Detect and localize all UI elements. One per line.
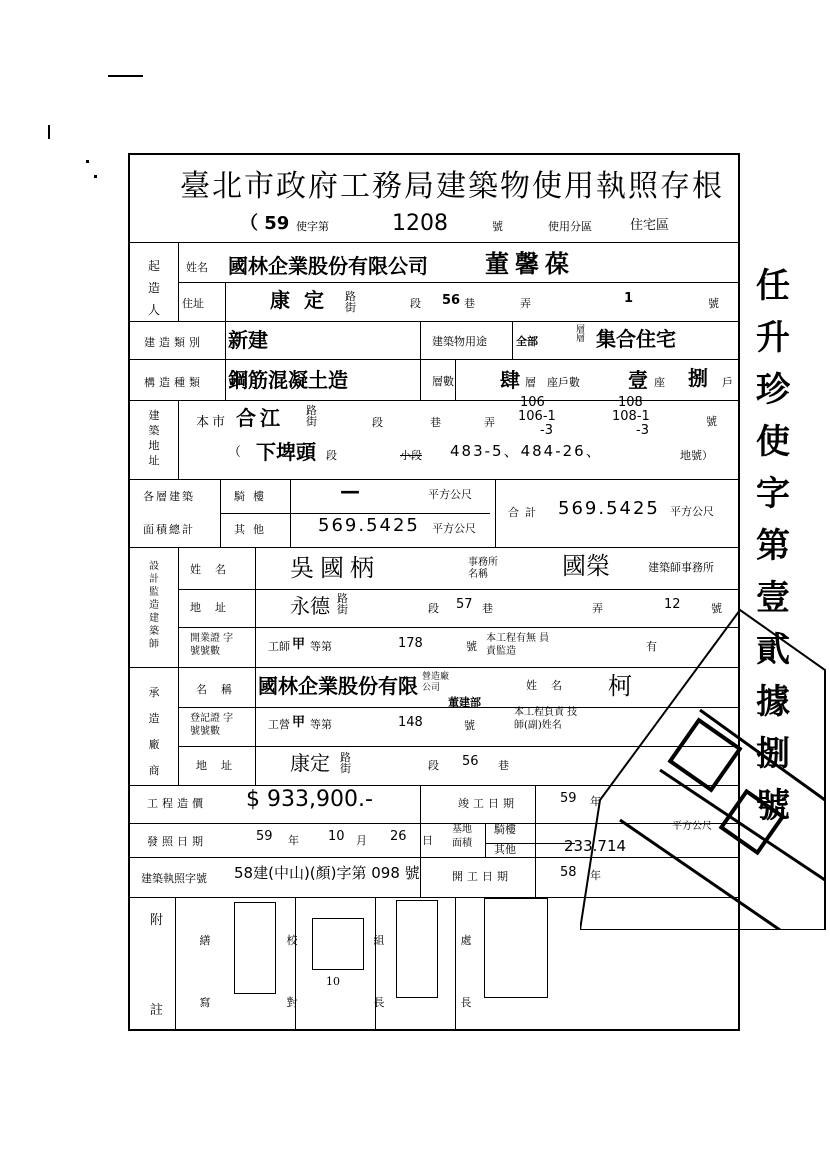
architect-road-label: 路 街 [337, 592, 348, 616]
construction-type-label: 建造類別 [144, 336, 204, 349]
contractor-lane-label: 巷 [498, 759, 509, 772]
permit-year: （ 59 [240, 213, 290, 234]
document-title: 臺北市政府工務局建築物使用執照存根 [180, 169, 724, 204]
architect-license-prefix: 工師 [268, 640, 290, 653]
contractor-section-label: 段 [428, 759, 439, 772]
contractor-side-label: 承 造 廠 商 [148, 686, 160, 777]
units-households-unit: 戶 [722, 376, 733, 389]
owner-lane-label: 巷 [464, 297, 475, 310]
architect-office-suffix: 建築師事務所 [648, 561, 714, 574]
cost-label: 工程造價 [147, 797, 207, 810]
base-arcade-label: 騎樓 [494, 823, 516, 836]
site-lots: 483-5、484-26、 [450, 442, 603, 460]
notes-side-label-1: 附 [150, 913, 164, 928]
signature-stamp [484, 898, 548, 998]
zone-value: 住宅區 [630, 218, 670, 233]
site-num-6: -3 [636, 423, 649, 438]
site-lot-label: 地號） [680, 449, 713, 462]
owner-side-label: 起 造 人 [148, 259, 161, 317]
issue-day-unit: 日 [422, 834, 433, 847]
issue-day: 26 [390, 829, 407, 844]
issue-year-unit: 年 [288, 834, 299, 847]
owner-road-label: 路 街 [345, 290, 356, 314]
signature-stamp [234, 902, 276, 994]
owner-name-value: 國林企業股份有限公司 [228, 254, 428, 278]
architect-num-label: 號 [711, 602, 722, 615]
base-value: 233.714 [564, 837, 627, 855]
area-label-bottom: 面積總計 [143, 523, 195, 536]
site-num-2: 106-1 [518, 409, 556, 424]
structure-value: 鋼筋混凝土造 [228, 368, 348, 392]
issue-date-label: 發照日期 [147, 835, 207, 848]
site-num-3: -3 [540, 423, 553, 438]
zone-label: 使用分區 [548, 220, 592, 233]
site-number-label: 號 [706, 415, 717, 428]
contractor-tech-value: 董建部 [448, 696, 481, 709]
architect-qualified-value: 有 [646, 640, 657, 653]
architect-office-value: 國榮 [562, 552, 610, 580]
contractor-name-value: 國林企業股份有限 [258, 674, 418, 698]
site-paren-open: （ [228, 445, 242, 460]
site-section-name: 下埤頭 [256, 440, 316, 464]
permit-word-label: 使字第 [296, 220, 329, 233]
site-city-label: 本市 [196, 415, 229, 430]
cost-value: $ 933,900.- [246, 787, 373, 812]
architect-license-mid: 等第 [310, 640, 332, 653]
architect-addr-label: 地址 [190, 601, 240, 614]
contractor-reg-label: 登記證 字號號數 [190, 713, 234, 737]
building-use-prefix: 全部 [516, 335, 538, 348]
construction-type-value: 新建 [228, 328, 268, 352]
done-year-unit: 年 [590, 795, 601, 808]
scan-mark [86, 160, 89, 163]
contractor-name-label: 名稱 [196, 683, 246, 696]
building-use-label: 建築物用途 [432, 335, 487, 348]
site-num-1: 106 [520, 395, 545, 410]
contractor-rep-value: 柯 [608, 672, 632, 700]
owner-section-label: 段 [410, 297, 421, 310]
architect-lane-label: 巷 [482, 602, 493, 615]
contractor-addr-label: 地址 [196, 759, 246, 772]
contractor-reg-num: 148 [398, 715, 423, 730]
notes-col-2: 校對 [286, 934, 298, 1009]
architect-alley-label: 弄 [592, 602, 603, 615]
units-unit: 座 [654, 376, 665, 389]
notes-side-label-2: 註 [150, 1003, 164, 1018]
scan-mark [48, 125, 50, 139]
architect-name-value: 吳國柄 [290, 554, 380, 582]
units-households: 捌 [688, 366, 708, 390]
owner-addr-label: 住址 [182, 297, 204, 310]
contractor-reg-prefix: 工營 [268, 718, 290, 731]
architect-license-hao: 號 [466, 640, 477, 653]
architect-license-label: 開業證 字號號數 [190, 633, 234, 657]
site-alley-label: 弄 [484, 416, 495, 429]
architect-license-num: 178 [398, 636, 423, 651]
site-side-label: 建 築 地 址 [148, 409, 160, 467]
owner-name-label: 姓名 [186, 261, 208, 274]
total-value: 569.5425 [558, 498, 660, 519]
site-section-word: 段 [326, 449, 337, 462]
seal-stamp [312, 918, 364, 970]
arcade-unit: 平方公尺 [428, 488, 472, 501]
units-value: 壹 [628, 368, 648, 392]
other-unit: 平方公尺 [432, 522, 476, 535]
structure-label: 構造種類 [144, 376, 204, 389]
issue-year: 59 [256, 829, 273, 844]
done-year: 59 [560, 791, 577, 806]
contractor-lane-value: 56 [462, 754, 479, 769]
site-num-5: 108-1 [612, 409, 650, 424]
owner-alley-label: 弄 [520, 297, 531, 310]
issue-month: 10 [328, 829, 345, 844]
permit-number: 1208 [392, 211, 448, 236]
site-subsection-word: 小段 [400, 449, 422, 462]
start-date-label: 開工日期 [452, 870, 512, 883]
site-road-label: 路 街 [306, 404, 317, 428]
start-year-unit: 年 [590, 869, 601, 882]
margin-text: 任 升 珍 使 字 第 壹 貳 據 捌 號 [756, 266, 790, 826]
building-license-label: 建築執照字號 [141, 872, 207, 885]
site-num-4: 108 [618, 395, 643, 410]
building-use-floor-small: 層 層 [576, 325, 586, 344]
units-label: 座戶數 [547, 376, 580, 389]
site-lane-label: 巷 [430, 416, 441, 429]
contractor-road-label: 路 街 [340, 751, 351, 775]
floors-value: 肆 [500, 368, 520, 392]
owner-rep-value: 董馨葆 [485, 250, 575, 278]
contractor-rep-label: 姓名 [526, 679, 576, 692]
site-road-value: 合江 [236, 406, 284, 430]
permit-hao: 號 [492, 220, 503, 233]
contractor-tech-label: 本工程負責 技師(副)姓名 [514, 707, 578, 731]
signature-stamp [396, 900, 438, 998]
building-use-value: 集合住宅 [596, 327, 676, 351]
owner-lane-value: 56 [442, 293, 461, 308]
contractor-reg-grade: 甲 [292, 715, 306, 730]
building-license-value: 58建(中山)(顏)字第 098 號 [234, 864, 420, 882]
total-unit: 平方公尺 [670, 505, 714, 518]
notes-col-3: 組長 [373, 934, 385, 1009]
architect-section-label: 段 [428, 602, 439, 615]
notes-col-4: 處長 [460, 934, 472, 1009]
architect-license-grade: 甲 [292, 637, 306, 652]
site-section-label: 段 [372, 416, 383, 429]
floors-unit: 層 [525, 376, 536, 389]
architect-lane-value: 57 [456, 597, 473, 612]
scan-mark [94, 175, 97, 178]
contractor-reg-mid: 等第 [310, 718, 332, 731]
arcade-label: 騎樓 [234, 490, 272, 503]
architect-addr-value: 永德 [290, 594, 330, 618]
architect-num-value: 12 [664, 597, 681, 612]
architect-name-label: 姓名 [190, 563, 240, 576]
contractor-reg-hao: 號 [464, 719, 475, 732]
architect-qualified-label: 本工程有無 員責監造 [486, 633, 550, 657]
contractor-name-small: 營造廠 公司 [422, 672, 450, 693]
owner-number-label: 號 [708, 297, 719, 310]
arcade-value: — [340, 479, 360, 503]
owner-addr-district: 康定 [270, 288, 338, 312]
scan-mark [108, 75, 143, 77]
other-label: 其他 [234, 523, 272, 536]
seal-stamp-digit: 10 [326, 975, 340, 988]
floors-label: 層數 [432, 375, 454, 388]
total-label: 合計 [508, 506, 542, 519]
architect-office-label: 事務所 名稱 [468, 557, 498, 580]
other-value: 569.5425 [318, 515, 420, 536]
architect-side-label: 設 計 監 造 建 築 師 [149, 561, 159, 650]
notes-col-1: 繕寫 [199, 934, 211, 1009]
contractor-addr-value: 康定 [290, 751, 330, 775]
base-area-label: 基地 面積 [452, 824, 472, 849]
base-unit: 平方公尺 [672, 821, 712, 832]
start-year: 58 [560, 865, 577, 880]
owner-number-value: 1 [624, 291, 634, 306]
area-label-top: 各層建築 [143, 490, 195, 503]
base-other-label: 其他 [494, 843, 516, 856]
issue-month-unit: 月 [356, 834, 367, 847]
done-date-label: 竣工日期 [458, 797, 518, 810]
